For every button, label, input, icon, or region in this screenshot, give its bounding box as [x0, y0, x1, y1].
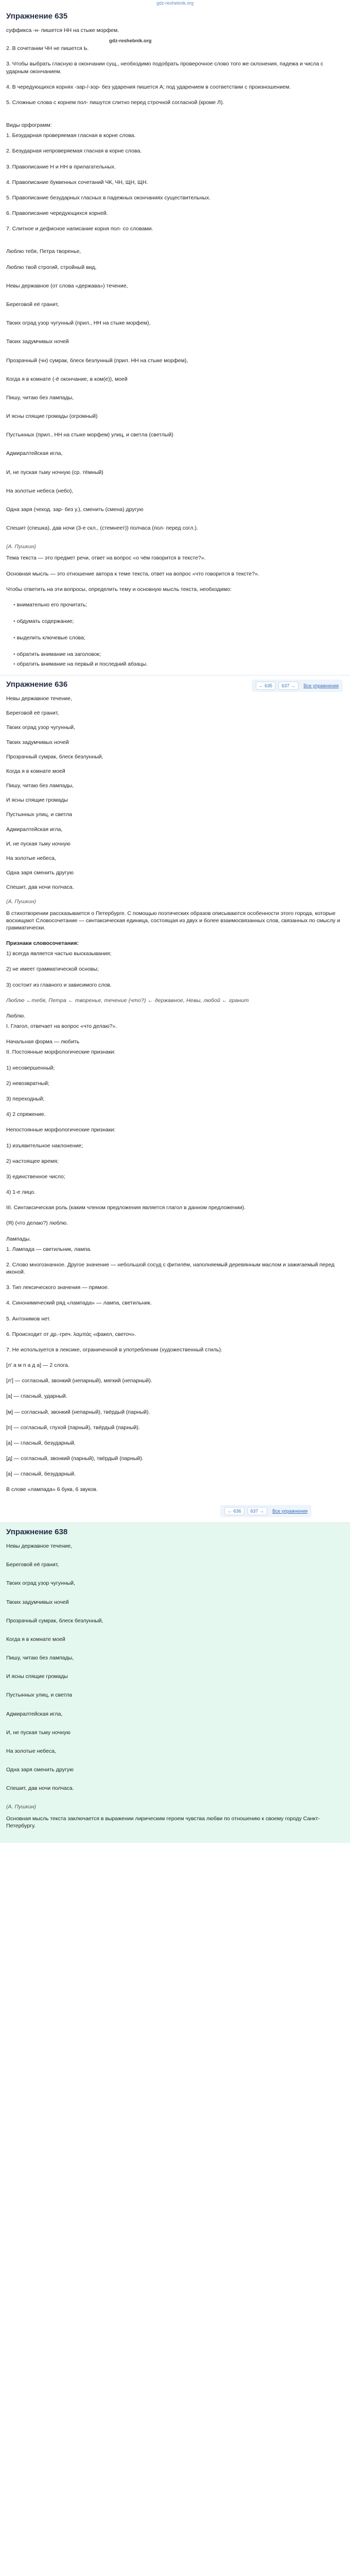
orthogram-item: 7. Слитное и дефисное написание корня пол- со словами. [6, 226, 153, 232]
step-item: • обдумать содержание; [13, 618, 344, 625]
exercise-pager [252, 680, 343, 692]
poem-line: Пустынных улиц, и светла [6, 1692, 72, 1699]
poem-line: Пустынных улиц, и светла [6, 811, 72, 818]
orthogram-item: 4. Правописание буквенных сочетаний ЧК, ЧН, ЩН, ЩН. [6, 179, 148, 185]
orthogram-item: 3. Правописание Н и НН в прилагательных. [6, 163, 116, 170]
poem-line: Береговой её гранит, [6, 301, 59, 308]
poem-line: Адмиралтейская игла, [6, 826, 63, 833]
poem-line: Спешит, дав ночи полчаса. [6, 884, 74, 891]
poem-line: И, не пуская тьму ночную [6, 840, 71, 847]
poem-line: Одна заря сменить другую [6, 870, 74, 876]
rule-item: 4. В чередующихся корнях -зар-/-зор- без ударения пишется А; под ударением в соответствии с произношением. [6, 83, 291, 90]
poem-line: Твоих оград узор чугунный (прил., НН на стыке морфем), [6, 320, 151, 327]
poem-line: Прозрачный сумрак, блеск безлунный, [6, 753, 103, 760]
analysis-item: II. Постоянные морфологические признаки: [6, 1049, 116, 1056]
exercise-title: Упражнение 636 [6, 680, 68, 689]
next-exercise-button[interactable]: 637 → [248, 1507, 268, 1515]
poem-line: Одна заря (чеход. зар- без у.), сменить (смена) другую [6, 506, 144, 513]
analysis-item: III. Синтаксическая роль (каким членом предложения является глагол в данном предложении). [6, 1205, 246, 1211]
rule-item: 2. В сочетании ЧН не пишется Ь. [6, 45, 89, 52]
phonetic-item: [п] — согласный, глухой (парный), твёрдый (парный). [6, 1424, 140, 1431]
exercise-title: Упражнение 638 [6, 1527, 68, 1536]
exercise-638 [0, 1522, 350, 1843]
poem-line: Спешит, дав ночи полчаса. [6, 1785, 74, 1792]
poem-line: Твоих задумчивых ночей [6, 338, 69, 345]
analysis-item: I. Глагол, отвечает на вопрос «что делаю?». [6, 1023, 117, 1030]
poem-line: На золотые небеса (небо), [6, 487, 74, 494]
poem-line: Твоих оград узор чугунный, [6, 724, 75, 731]
poem-line: Когда я в комнате (-ё окончание, в ком(е)), моей [6, 376, 128, 382]
poem-line: Невы державное течение, [6, 1543, 73, 1550]
prev-exercise-button[interactable]: ← 636 [224, 1507, 244, 1515]
analysis-item: 2) настоящее время; [6, 1158, 59, 1164]
instructions: Чтобы ответить на эти вопросы, определить тему и основную мысль текста, необходимо: [6, 586, 232, 592]
poem-line: И ясны спящие громады [6, 1673, 68, 1680]
analysis-item: 4) 1-е лицо. [6, 1189, 36, 1196]
poem-line: Люблю твой строгий, стройный вид, [6, 264, 97, 270]
phonetic-item: [л' а м п а д а] — 2 слога. [6, 1362, 69, 1369]
phonetic-item: [л'] — согласный, звонкий (непарный), мягкий (непарный). [6, 1378, 152, 1384]
site-url[interactable]: gdz-reshebnik.org [156, 1, 194, 6]
exercise-636 [0, 675, 350, 1522]
phonetic-item: [д] — согласный, звонкий (парный), твёрдый (парный). [6, 1455, 144, 1462]
poem-line: Пишу, читаю без лампады, [6, 783, 74, 789]
author: (А. Пушкин) [6, 1804, 36, 1810]
lampada-item: 1. Лампада — светильник, лампа. [6, 1246, 92, 1252]
poem-line: Когда я в комнате моей [6, 1636, 65, 1642]
step-item: • внимательно его прочитать; [13, 601, 344, 608]
lampada-item: 6. Происходит от др.-греч. λαμπάς «факел, светоч». [6, 1331, 136, 1337]
poem-line: Твоих задумчивых ночей [6, 739, 69, 745]
poem-line: Невы державное течение, [6, 696, 73, 702]
orthogram-item: 6. Правописание чередующихся корней. [6, 210, 108, 217]
poem-line: Спешит (спешка), дав ночи (3-е скл., (стемнеет)) полчаса (пол- перед согл.). [6, 525, 198, 532]
analysis-item: Начальная форма — любить [6, 1039, 80, 1045]
rule-item: суффикса -н- пишется НН на стыке морфем. [6, 27, 119, 34]
poem-line: И ясны спящие громады (огромный) [6, 413, 98, 420]
phonetic-item: В слове «лампада» 6 букв, 6 звуков. [6, 1486, 98, 1493]
poem-line: И ясны спящие громады [6, 797, 68, 804]
exercise-title: Упражнение 635 [6, 12, 68, 21]
rule-item: 5. Сложные слова с корнем пол- пишутся слитно перед строчной согласной (кроме Л). [6, 99, 224, 106]
poem-line: Пустынных (прил., НН на стыке морфем) улиц, и светла (светлый) [6, 432, 173, 438]
orthogram-item: 2. Безударная непроверяемая гласная в корне слова. [6, 148, 142, 155]
orthogram-item: 1. Безударная проверяемая гласная в корне слова. [6, 132, 136, 139]
poem-line: И, не пуская тьму ночную (ср. тёмный) [6, 469, 103, 476]
analysis-item: 1) несовершенный; [6, 1064, 55, 1071]
poem-line: Прозрачный (чн) сумрак, блеск безлунный (прил. НН на стыке морфем), [6, 357, 188, 364]
poem-line: Твоих задумчивых ночей [6, 1599, 69, 1605]
theme-definition: Тема текста — это предмет речи, ответ на вопрос «о чём говорится в тексте?». [6, 555, 206, 562]
phonetic-item: [а] — гласный, безударный. [6, 1471, 76, 1478]
phonetic-item: [а] — гласный, ударный. [6, 1393, 67, 1400]
phonetic-item: [м] — согласный, звонкий (непарный), твёрдый (парный). [6, 1409, 150, 1415]
all-exercises-link[interactable]: Все упражнения [303, 683, 339, 688]
step-item: • обратить внимание на первый и последний абзацы. [13, 660, 344, 668]
orthogram-heading: Виды орфограмм: [6, 122, 52, 129]
lampada-item: 4. Синонимический ряд «лампада» — лампа, светильник. [6, 1300, 152, 1307]
poem-line: Когда я в комнате моей [6, 768, 65, 774]
poem-line: Одна заря сменить другую [6, 1767, 74, 1773]
lampada-item: 2. Слово многозначное. Другое значение — небольшой сосуд с фитилём, наполняемый деревянным маслом и зажигаемый перед иконой. [6, 1261, 335, 1276]
poem-line: На золотые небеса, [6, 1748, 56, 1754]
analysis-item: 1) изъявительное наклонение; [6, 1142, 83, 1149]
paragraph: В стихотворении рассказывается о Петербурге. С помощью поэтических образов описываются особенности этого города, которые восхищают Словосочетание — синтаксическая единица, состоящая из двух и более взаимосвязанных слов, связанных по смыслу и грамматически. [6, 910, 340, 931]
exercise-pager-bottom [220, 1505, 311, 1517]
author: (А. Пушкин) [6, 899, 36, 905]
sign-item: 2) не имеет грамматической основы; [6, 966, 99, 973]
lampada-item: 5. Антонимов нет. [6, 1315, 51, 1322]
all-exercises-link[interactable]: Все упражнения [272, 1508, 308, 1514]
poem-line: Прозрачный сумрак, блеск безлунный, [6, 1617, 103, 1624]
poem-line: Береговой её гранит, [6, 710, 59, 717]
author: (А. Пушкин) [6, 544, 36, 550]
analysis-item: 2) невозвратный; [6, 1080, 49, 1087]
analysis-title: Люблю. [6, 1012, 26, 1019]
conclusion: Основная мысль текста заключается в выражении лирическим героем чувства любви по отношению к своему городу Санкт-Петербургу. [6, 1815, 320, 1829]
rule-item: 3. Чтобы выбрать гласную в окончании сущ., необходимо подобрать проверочное слово того же склонения, падежа и числа с ударным окончанием. [6, 61, 323, 75]
analysis-item: 4) 2 спряжение. [6, 1111, 46, 1118]
sign-item: 3) состоит из главного и зависимого слов. [6, 981, 112, 988]
analysis-item: Непостоянные морфологические признаки: [6, 1127, 116, 1133]
analysis-item: (Я) (что делаю?) люблю. [6, 1220, 68, 1227]
poem-line: Адмиралтейская игла, [6, 1710, 63, 1717]
poem-line: И, не пуская тьму ночную [6, 1729, 71, 1736]
poem-line: Пишу, читаю без лампады, [6, 1655, 74, 1662]
exercise-635 [0, 7, 350, 675]
poem-intro: Люблю тебя, Петра творенье, [6, 248, 81, 255]
analysis-item: 3) переходный; [6, 1096, 45, 1102]
lampada-item: 3. Тип лексического значения — прямое. [6, 1284, 109, 1291]
signs-title: Признаки словосочетания: [6, 940, 79, 947]
next-exercise-button[interactable]: 637 → [278, 682, 299, 690]
watermark: gdz-reshebnik.org [109, 38, 152, 44]
poem-line: Адмиралтейская игла, [6, 450, 63, 457]
poem-line: Невы державное (от слова «держава») течение, [6, 282, 128, 289]
lampada-title: Лампады. [6, 1235, 31, 1242]
analysis-item: 3) единственное число; [6, 1173, 65, 1180]
phonetic-item: [а] — гласный, безударный. [6, 1439, 76, 1446]
orthogram-item: 5. Правописание безударных гласных в падежных окончаниях существительных. [6, 194, 211, 201]
poem-line: Твоих оград узор чугунный, [6, 1580, 75, 1587]
poem-line: Пишу, читаю без лампады, [6, 394, 74, 401]
poem-line: Береговой её гранит, [6, 1562, 59, 1568]
step-item: • выделить ключевые слова; [13, 634, 344, 641]
step-item: • обратить внимание на заголовок; [13, 651, 344, 658]
lampada-item: 7. Не используется в лексике, ограниченной в употреблении (художественный стиль). [6, 1346, 223, 1353]
main-idea-definition: Основная мысль — это отношение автора к теме текста, ответ на вопрос «что говорится в тексте?». [6, 570, 259, 577]
phrase-scheme: Люблю ←тебя, Петра ← творенье, течение (что?) ← державное, Невы, любой ← гранит [6, 997, 249, 1004]
poem-line: На золотые небеса, [6, 855, 56, 861]
sign-item: 1) всегда является частью высказывания; [6, 951, 112, 957]
prev-exercise-button[interactable]: ← 635 [256, 682, 276, 690]
